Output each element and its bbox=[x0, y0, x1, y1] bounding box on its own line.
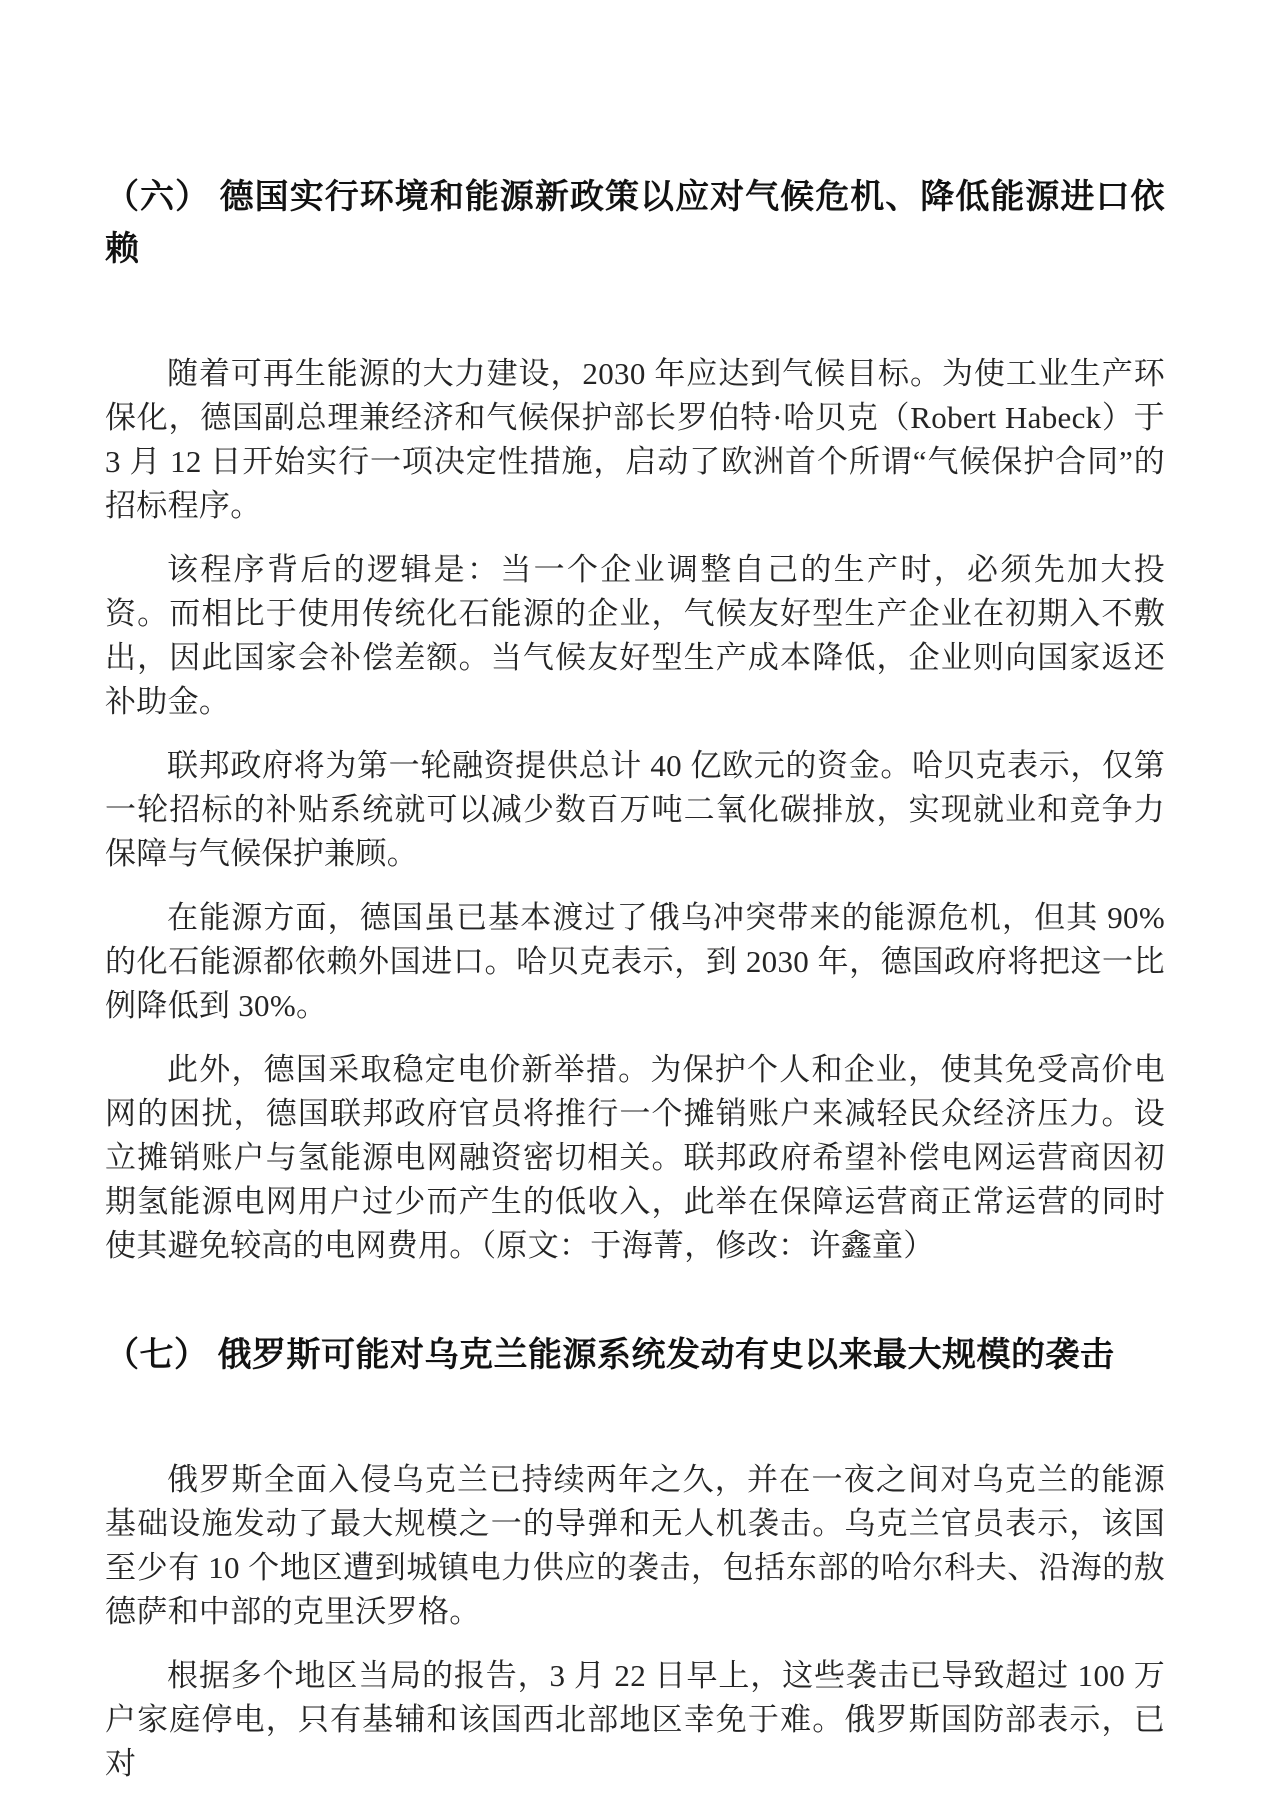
body-paragraph: 该程序背后的逻辑是：当一个企业调整自己的生产时，必须先加大投资。而相比于使用传统化石能源的企业，气候友好型生产企业在初期入不敷出，因此国家会补偿差额。当气候友好型生产成本降低，企业则向国家返还补助金。 bbox=[105, 552, 1165, 719]
body-paragraph: 随着可再生能源的大力建设，2030 年应达到气候目标。为使工业生产环保化，德国副总理兼经济和气候保护部长罗伯特·哈贝克（Robert Habeck）于 3 月 12 日开始实行一项决定性措施，启动了欧洲首个所谓“气候保护合同”的招标程序。 bbox=[105, 356, 1165, 523]
section-6-germany-policy bbox=[105, 172, 1165, 1268]
body-paragraph: 此外，德国采取稳定电价新举措。为保护个人和企业，使其免受高价电网的困扰，德国联邦政府官员将推行一个摊销账户来减轻民众经济压力。设立摊销账户与氢能源电网融资密切相关。联邦政府希望补偿电网运营商因初期氢能源电网用户过少而产生的低收入，此举在保障运营商正常运营的同时使其避免较高的电网费用。（原文：于海菁，修改：许鑫童） bbox=[105, 1052, 1165, 1263]
section-heading: （七） 俄罗斯可能对乌克兰能源系统发动有史以来最大规模的袭击 bbox=[105, 1337, 1115, 1374]
body-paragraph-truncated: 根据多个地区当局的报告，3 月 22 日早上，这些袭击已导致超过 100 万户家庭停电，只有基辅和该国西北部地区幸免于难。俄罗斯国防部表示，已对 bbox=[105, 1658, 1165, 1781]
body-paragraph: 在能源方面，德国虽已基本渡过了俄乌冲突带来的能源危机，但其 90% 的化石能源都依赖外国进口。哈贝克表示，到 2030 年，德国政府将把这一比例降低到 30%。 bbox=[105, 900, 1165, 1023]
body-paragraph: 俄罗斯全面入侵乌克兰已持续两年之久，并在一夜之间对乌克兰的能源基础设施发动了最大规模之一的导弹和无人机袭击。乌克兰官员表示，该国至少有 10 个地区遭到城镇电力供应的袭击，包括东部的哈尔科夫、沿海的敖德萨和中部的克里沃罗格。 bbox=[105, 1462, 1165, 1629]
body-paragraph: 联邦政府将为第一轮融资提供总计 40 亿欧元的资金。哈贝克表示，仅第一轮招标的补贴系统就可以减少数百万吨二氧化碳排放，实现就业和竞争力保障与气候保护兼顾。 bbox=[105, 748, 1165, 871]
section-7-russia-attack bbox=[105, 1330, 1165, 1786]
section-heading: （六） 德国实行环境和能源新政策以应对气候危机、降低能源进口依赖 bbox=[105, 179, 1165, 268]
